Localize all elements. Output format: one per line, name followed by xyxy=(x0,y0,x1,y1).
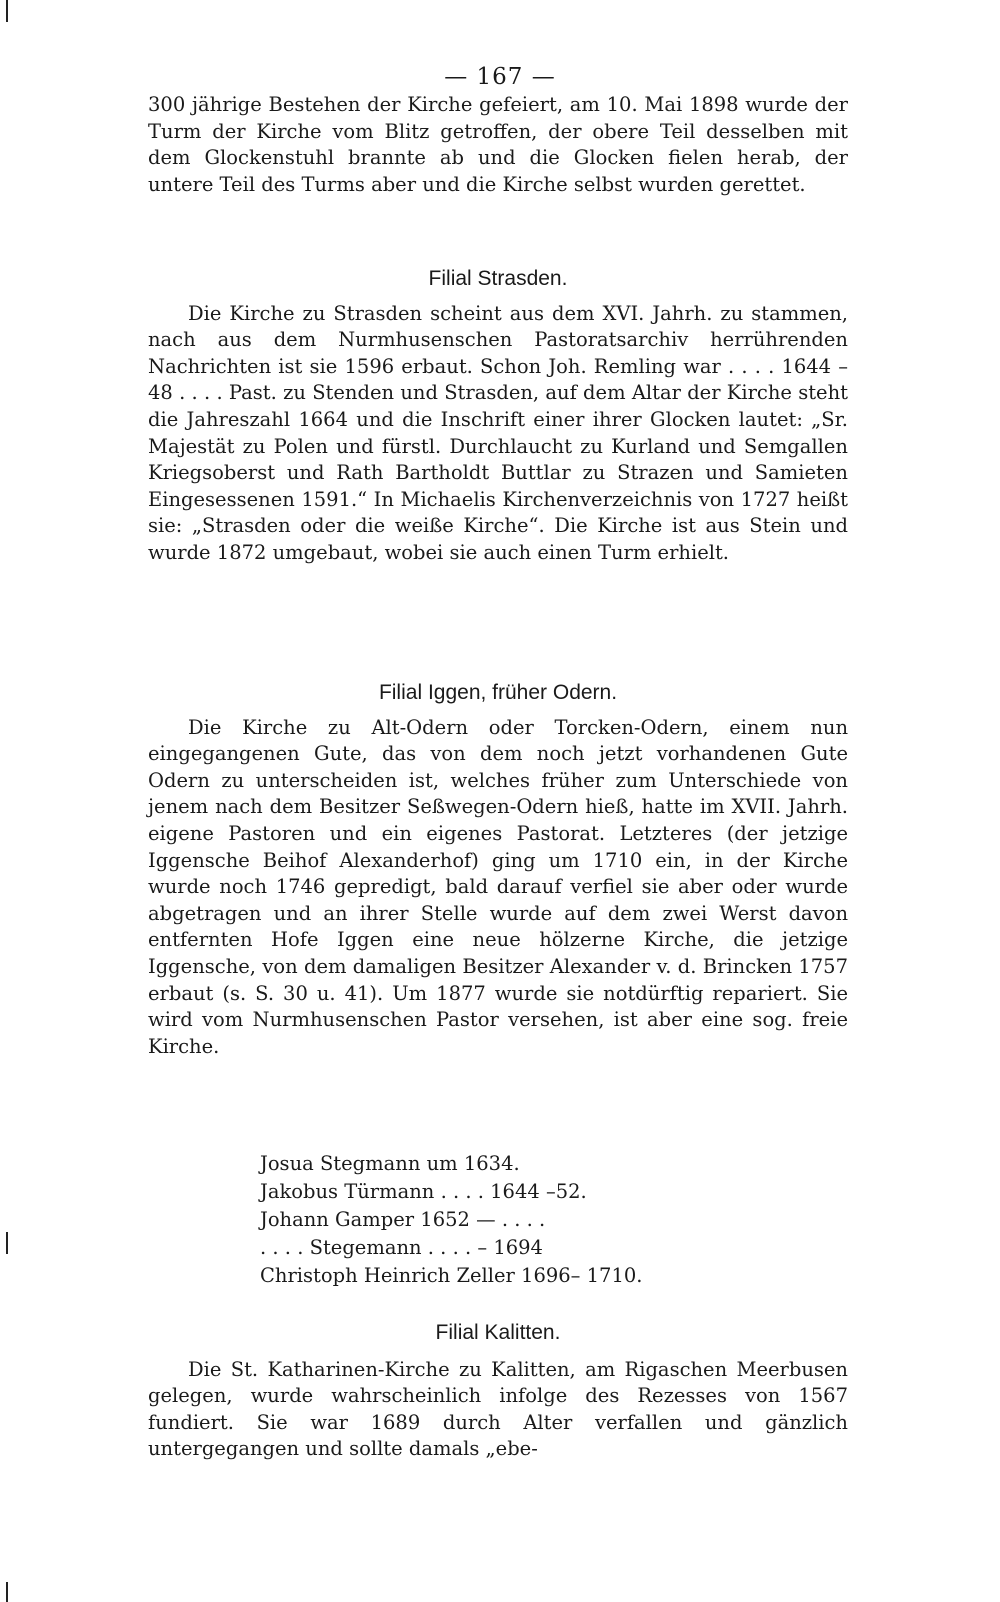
list-item: . . . . Stegemann . . . . – 1694 xyxy=(260,1236,543,1259)
page-number: — 167 — xyxy=(444,64,556,90)
section-iggen xyxy=(148,680,848,1060)
list-item: Christoph Heinrich Zeller 1696– 1710. xyxy=(260,1264,643,1287)
list-item: Johann Gamper 1652 — . . . . xyxy=(260,1208,546,1231)
paragraph-kalitten: Die St. Katharinen-Kirche zu Kalitten, am Rigaschen Meerbusen gelegen, wurde wahrscheinlich infolge des Rezesses von 1567 fundiert. Sie war 1689 durch Alter verfallen und gänzlich untergegangen und sollte damals „ebe- xyxy=(148,1357,848,1461)
section-strasden xyxy=(148,266,848,567)
list-item: Josua Stegmann um 1634. xyxy=(260,1152,520,1175)
list-item: Jakobus Türmann . . . . 1644 –52. xyxy=(260,1180,587,1203)
heading-iggen: Filial Iggen, früher Odern. xyxy=(378,681,618,704)
pastor-list xyxy=(148,1150,960,1290)
scan-margin-mark xyxy=(6,0,8,22)
text-block-intro xyxy=(148,92,848,198)
heading-strasden: Filial Strasden. xyxy=(428,267,568,290)
scan-margin-mark xyxy=(6,1582,8,1602)
section-kalitten xyxy=(148,1320,848,1463)
paragraph-strasden: Die Kirche zu Strasden scheint aus dem XVI. Jahrh. zu stammen, nach aus dem Nurmhusenschen Pastoratsarchiv herrührenden Nachrichten ist sie 1596 erbaut. Schon Joh. Remling war . . . . 1644 –48 . . . . Past. zu Stenden und Strasden, auf dem Altar der Kirche steht die Jahreszahl 1664 und die Inschrift einer ihrer Glocken lautet: „Sr. Majestät zu Polen und fürstl. Durchlaucht zu Kurland und Semgallen Kriegsoberst und Rath Bartholdt Buttlar zu Strazen und Samieten Eingesessenen 1591.“ In Michaelis Kirchenverzeichnis von 1727 heißt sie: „Strasden oder die weiße Kirche“. Die Kirche ist aus Stein und wurde 1872 umgebaut, wobei sie auch einen Turm erhielt. xyxy=(148,301,848,564)
paragraph-intro: 300 jährige Bestehen der Kirche gefeiert, am 10. Mai 1898 wurde der Turm der Kirche vom Blitz getroffen, der obere Teil desselben mit dem Glockenstuhl brannte ab und die Glocken fielen herab, der untere Teil des Turms aber und die Kirche selbst wurden gerettet. xyxy=(148,93,848,196)
heading-kalitten: Filial Kalitten. xyxy=(435,1321,561,1344)
scan-margin-mark xyxy=(6,1232,8,1254)
paragraph-iggen: Die Kirche zu Alt-Odern oder Torcken-Odern, einem nun eingegangenen Gute, das von dem noch jetzt vorhandenen Gute Odern zu unterscheiden ist, welches früher zum Unterschiede von jenem nach dem Besitzer Seßwegen-Odern hieß, hatte im XVII. Jahrh. eigene Pastoren und ein eigenes Pastorat. Letzteres (der jetzige Iggensche Beihof Alexanderhof) ging um 1710 ein, in der Kirche wurde noch 1746 gepredigt, bald darauf verfiel sie aber oder wurde abgetragen und an ihrer Stelle wurde auf dem zwei Werst davon entfernten Hofe Iggen eine neue hölzerne Kirche, die jetzige Iggensche, von dem damaligen Besitzer Alexander v. d. Brincken 1757 erbaut (s. S. 30 u. 41). Um 1877 wurde sie notdürftig repariert. Sie wird vom Nurmhusenschen Pastor versehen, ist aber eine sog. freie Kirche. xyxy=(148,715,848,1058)
